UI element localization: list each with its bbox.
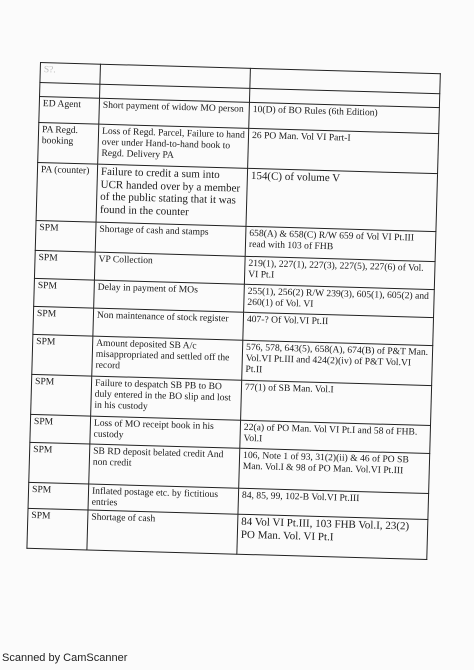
rule-cell: 26 PO Man. Vol VI Part-I [248, 128, 439, 173]
irregularity-cell: VP Collection [94, 252, 245, 284]
irregularity-cell: Failure to credit a sum into UCR handed over by a member of the public stating that it was found in the counter [96, 164, 248, 226]
official-cell: SPM [33, 306, 94, 336]
rule-cell: 154(C) of volume V [246, 168, 438, 231]
rule-cell: 255(1), 256(2) R/W 239(3), 605(1), 605(2) and 260(1) of Vol. VI [244, 284, 435, 317]
official-cell: SPM [35, 220, 96, 252]
irregularity-cell: Loss of MO receipt book in his custody [90, 416, 241, 448]
rule-cell: 84 Vol VI Pt.III, 103 FHB Vol.I, 23(2) PO Man. Vol. VI Pt.I [237, 514, 428, 559]
rules-table [26, 62, 440, 560]
official-cell: SPM [32, 334, 93, 376]
rule-cell: 106, Note 1 of 93, 31(2)(ii) & 46 of PO SB Man. Vol.I & 98 of PO Man. Vol.VI Pt.III [239, 448, 430, 493]
official-cell: PA Regd. booking [38, 122, 99, 164]
rule-cell: 576, 578, 643(5), 658(A), 674(B) of P&T Man. Vol.VI Pt.III and 424(2)(iv) of P&T Vol.VI Pt.II [242, 340, 433, 385]
rule-cell: 22(a) of PO Man. Vol VI Pt.I and 58 of FHB. Vol.I [240, 420, 431, 453]
official-cell: SPM [28, 482, 89, 510]
official-cell: SPM [34, 250, 95, 280]
official-cell: SPM [29, 442, 90, 484]
official-cell: PA (counter) [36, 162, 98, 222]
irregularity-cell: Loss of Regd. Parcel, Failure to hand over under Hand-to-hand book to Regd. Delivery PA [98, 124, 249, 168]
irregularity-cell: Short payment of widow MO person [99, 98, 250, 128]
official-cell: ED Agent [39, 97, 100, 125]
irregularity-cell: Shortage of cash and stamps [95, 222, 246, 256]
irregularity-cell: Failure to despatch SB PB to BO duly entered in the BO slip and lost in his custody [91, 376, 242, 420]
irregularity-cell: Non maintenance of stock register [93, 308, 244, 340]
rule-cell: 77(1) of SB Man. Vol.I [241, 380, 432, 425]
rule-cell: 407-? Of Vol.VI Pt.II [243, 312, 434, 345]
official-cell: SPM [27, 508, 88, 550]
rule-cell: 658(A) & 658(C) R/W 659 of Vol VI Pt.III read with 103 of FHB [245, 226, 436, 261]
scanner-watermark: Scanned by CamScanner [2, 652, 128, 664]
irregularity-cell: Inflated postage etc. by fictitious entries [88, 484, 239, 514]
official-cell: SPM [34, 278, 95, 308]
irregularity-cell: Delay in payment of MOs [94, 280, 245, 312]
irregularity-cell: Shortage of cash [87, 510, 238, 554]
header-cell-1: S?. [40, 63, 101, 85]
rule-cell: 84, 85, 99, 102-B Vol.VI Pt.III [238, 488, 429, 519]
rules-table-sheet [25, 62, 449, 598]
official-cell: SPM [31, 374, 92, 416]
official-cell: SPM [30, 414, 91, 444]
irregularity-cell: SB RD deposit belated credit And non credit [89, 444, 240, 488]
rule-cell: 219(1), 227(1), 227(3), 227(5), 227(6) of Vol. VI Pt.I [244, 256, 435, 289]
rule-cell: 10(D) of BO Rules (6th Edition) [249, 102, 440, 133]
irregularity-cell: Amount deposited SB A/c misappropriated and settled off the record [92, 336, 243, 380]
